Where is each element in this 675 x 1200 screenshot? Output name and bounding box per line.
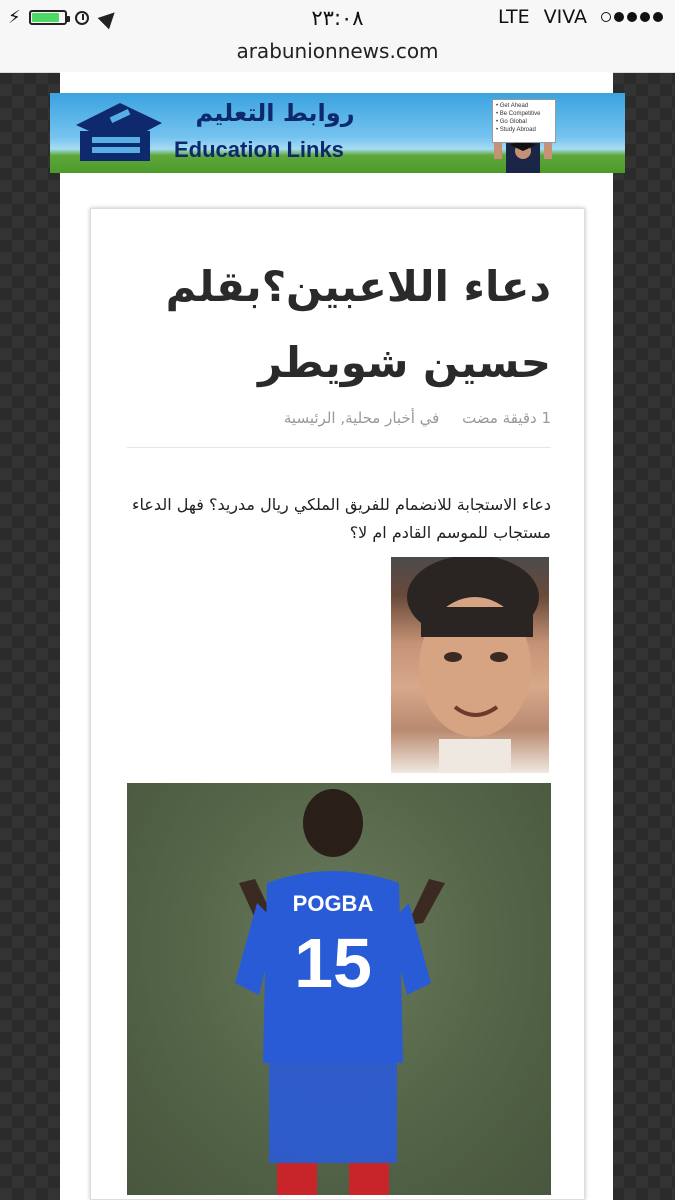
signal-dot bbox=[653, 12, 663, 22]
url-text[interactable]: arabunionnews.com bbox=[236, 39, 439, 63]
article-title[interactable]: دعاء اللاعبين؟بقلم حسين شويطر bbox=[165, 262, 551, 387]
post-time: 1 دقيقة مضت bbox=[462, 409, 551, 427]
carrier-name: VIVA bbox=[543, 6, 587, 28]
study-abroad-sign: • Get Ahead • Be Competitive • Go Global • Study Abroad bbox=[492, 99, 556, 143]
clock: ٢٣:٠٨ bbox=[311, 6, 364, 30]
status-right bbox=[498, 6, 663, 28]
address-bar[interactable] bbox=[0, 38, 675, 73]
banner-title-english: Education Links bbox=[174, 137, 344, 162]
status-bar bbox=[0, 0, 675, 38]
jersey-name: POGBA bbox=[292, 891, 374, 916]
network-type: LTE bbox=[498, 6, 530, 28]
article-meta bbox=[127, 409, 551, 448]
charging-bolt-icon: ⚡ bbox=[8, 7, 21, 28]
banner-title-arabic: روابط التعليم bbox=[195, 99, 355, 127]
signal-strength-icon bbox=[601, 12, 663, 22]
jersey-number: 15 bbox=[294, 924, 372, 1002]
author-photo bbox=[391, 557, 549, 773]
signal-dot bbox=[601, 12, 611, 22]
player-photo bbox=[127, 783, 551, 1195]
signal-dot bbox=[640, 12, 650, 22]
article-paragraph: دعاء الاستجابة للانضمام للفريق الملكي ريال مدريد؟ فهل الدعاء مستجاب للموسم القادم ام لا؟ bbox=[131, 495, 551, 542]
site-banner[interactable] bbox=[50, 93, 625, 173]
graduation-cap-logo-icon bbox=[70, 101, 162, 163]
article-card bbox=[90, 208, 585, 1200]
post-categories[interactable]: في أخبار محلية, الرئيسية bbox=[283, 409, 440, 427]
signal-dot bbox=[614, 12, 624, 22]
signal-dot bbox=[627, 12, 637, 22]
